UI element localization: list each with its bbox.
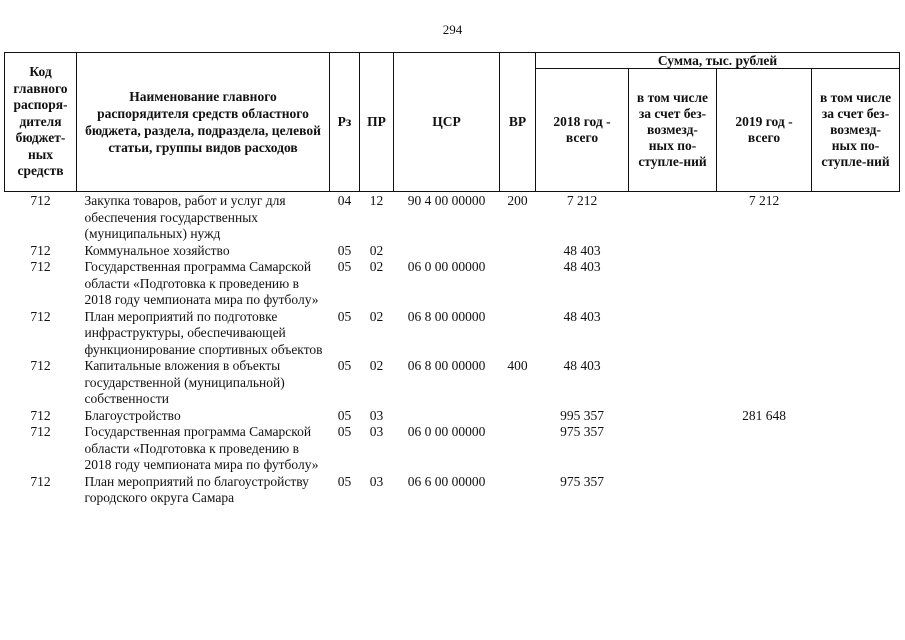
header-kod: Код главного распоря-дителя бюджет-ных средств — [5, 53, 77, 192]
cell-pr: 03 — [369, 424, 384, 439]
cell-vr — [500, 243, 536, 260]
cell-rz: 05 — [337, 358, 352, 373]
cell-name: Государственная программа Самарской области «Подготовка к проведению в 2018 году чемпионата мира по футболу» — [84, 424, 319, 472]
cell-2019-total — [717, 243, 812, 260]
header-sum: Сумма, тыс. рублей — [536, 53, 900, 69]
table-header — [5, 53, 900, 192]
cell-name: План мероприятий по подготовке инфраструктуры, обеспечивающей функционирование спортивных объектов — [84, 308, 323, 357]
cell-rz: 05 — [337, 407, 352, 423]
cell-csr: 06 0 00 00000 — [407, 424, 486, 439]
table-row — [5, 243, 900, 260]
cell-2019-incl — [812, 358, 900, 408]
cell-2019-incl — [812, 408, 900, 425]
cell-kod: 712 — [30, 242, 51, 258]
cell-2019-total — [717, 474, 812, 507]
cell-pr: 02 — [369, 358, 384, 373]
cell-2018-incl — [629, 309, 717, 359]
cell-2018-total: 975 357 — [560, 424, 604, 439]
header-name: Наименование главного распорядителя средств областного бюджета, раздела, подраздела, целевой статьи, группы видов расходов — [77, 53, 330, 192]
cell-vr — [500, 309, 536, 359]
cell-name: Государственная программа Самарской области «Подготовка к проведению в 2018 году чемпионата мира по футболу» — [84, 259, 319, 307]
cell-kod: 712 — [30, 473, 51, 489]
cell-pr: 02 — [369, 308, 384, 324]
cell-pr: 12 — [369, 193, 384, 208]
cell-2018-total: 48 403 — [563, 259, 601, 274]
cell-vr — [500, 259, 536, 309]
header-csr: ЦСР — [394, 53, 500, 192]
cell-kod: 712 — [30, 424, 51, 439]
cell-2018-total: 48 403 — [563, 242, 601, 258]
cell-name: Закупка товаров, работ и услуг для обеспечения государственных (муниципальных) нужд — [84, 193, 286, 241]
cell-2018-incl — [629, 474, 717, 507]
cell-kod: 712 — [30, 308, 51, 324]
cell-csr — [394, 243, 500, 260]
cell-rz: 05 — [337, 259, 352, 274]
cell-2018-incl — [629, 408, 717, 425]
cell-pr: 02 — [369, 259, 384, 274]
cell-2019-total — [717, 358, 812, 408]
table-row — [5, 259, 900, 309]
header-vr: ВР — [500, 53, 536, 192]
table-row — [5, 192, 900, 243]
cell-kod: 712 — [30, 407, 51, 423]
budget-table — [4, 52, 900, 507]
cell-pr: 03 — [369, 473, 384, 489]
cell-2019-incl — [812, 192, 900, 243]
cell-2019-incl — [812, 309, 900, 359]
table-row — [5, 474, 900, 507]
cell-pr: 02 — [369, 242, 384, 258]
cell-name: План мероприятий по благоустройству городского округа Самара — [84, 473, 309, 505]
cell-2019-incl — [812, 474, 900, 507]
cell-2019-total: 281 648 — [742, 407, 786, 423]
cell-kod: 712 — [30, 358, 51, 373]
header-pr: ПР — [360, 53, 394, 192]
cell-2018-incl — [629, 358, 717, 408]
cell-rz: 05 — [337, 424, 352, 439]
table-row — [5, 408, 900, 425]
page-number: 294 — [442, 22, 463, 37]
header-2019-incl: в том числе за счет без-возмезд-ных по-ступле-ний — [812, 69, 900, 192]
cell-csr: 90 4 00 00000 — [407, 193, 486, 208]
header-2019-total: 2019 год - всего — [717, 69, 812, 192]
header-2018-total: 2018 год - всего — [536, 69, 629, 192]
cell-rz: 05 — [337, 308, 352, 324]
cell-vr: 400 — [507, 358, 528, 373]
cell-name: Коммунальное хозяйство — [84, 242, 230, 258]
cell-2018-incl — [629, 192, 717, 243]
table-row — [5, 358, 900, 408]
cell-vr — [500, 424, 536, 474]
cell-2018-total: 975 357 — [560, 473, 604, 489]
cell-name: Благоустройство — [84, 407, 181, 423]
cell-2018-incl — [629, 243, 717, 260]
cell-name: Капитальные вложения в объекты государственной (муниципальной) собственности — [84, 358, 285, 406]
cell-rz: 05 — [337, 242, 352, 258]
cell-vr — [500, 474, 536, 507]
table-body — [5, 192, 900, 507]
cell-2019-incl — [812, 259, 900, 309]
cell-2019-total — [717, 309, 812, 359]
cell-2019-incl — [812, 243, 900, 260]
cell-kod: 712 — [30, 193, 51, 208]
cell-2019-total — [717, 259, 812, 309]
cell-csr — [394, 408, 500, 425]
cell-2018-total: 48 403 — [563, 308, 601, 324]
cell-2019-total: 7 212 — [748, 193, 780, 208]
header-rz: Рз — [330, 53, 360, 192]
cell-rz: 04 — [337, 193, 352, 208]
cell-kod: 712 — [30, 259, 51, 274]
cell-2018-incl — [629, 259, 717, 309]
table-row — [5, 424, 900, 474]
cell-csr: 06 8 00 00000 — [407, 358, 486, 373]
cell-csr: 06 0 00 00000 — [407, 259, 486, 274]
cell-2018-total: 995 357 — [560, 407, 604, 423]
cell-2019-total — [717, 424, 812, 474]
cell-csr: 06 6 00 00000 — [407, 473, 486, 489]
cell-2018-incl — [629, 424, 717, 474]
cell-2018-total: 48 403 — [563, 358, 601, 373]
cell-rz: 05 — [337, 473, 352, 489]
cell-csr: 06 8 00 00000 — [407, 308, 486, 324]
cell-2019-incl — [812, 424, 900, 474]
cell-2018-total: 7 212 — [566, 193, 598, 208]
table-row — [5, 309, 900, 359]
cell-vr — [500, 408, 536, 425]
cell-vr: 200 — [507, 193, 528, 208]
header-2018-incl: в том числе за счет без-возмезд-ных по-ступле-ний — [629, 69, 717, 192]
cell-pr: 03 — [369, 407, 384, 423]
